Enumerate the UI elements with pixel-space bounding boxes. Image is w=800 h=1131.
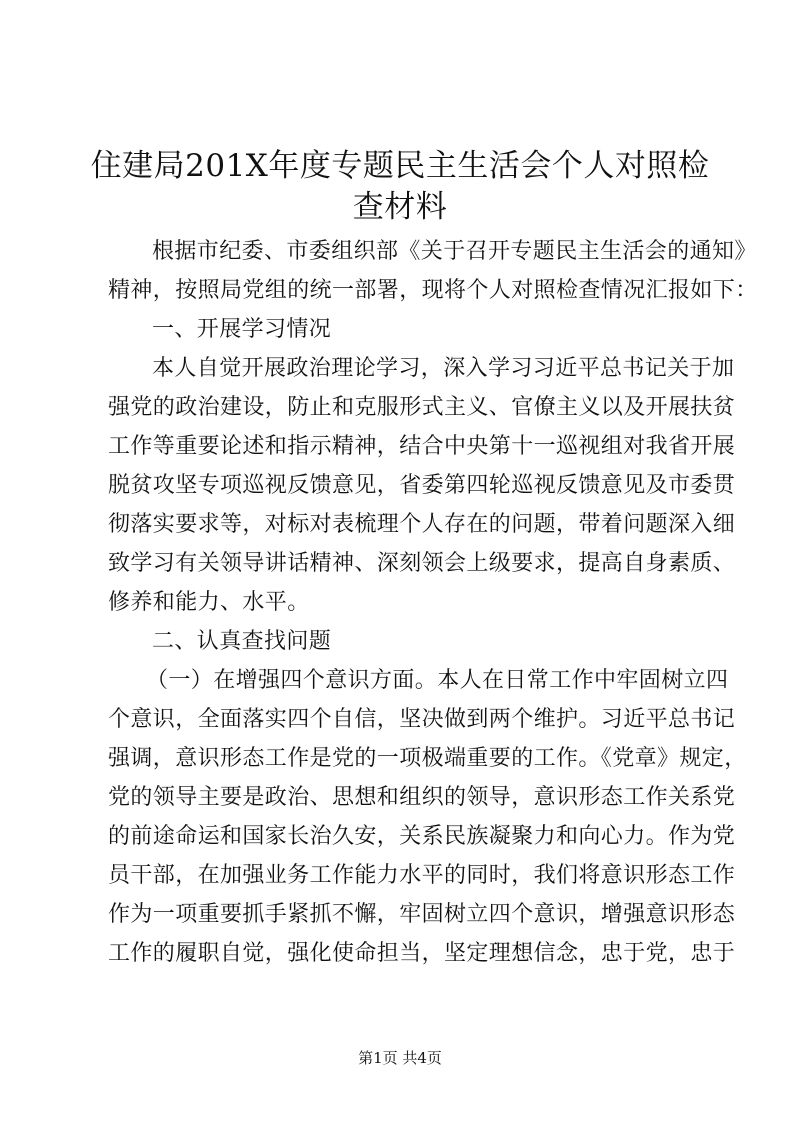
body-line: 的前途命运和国家长治久安，关系民族凝聚力和向心力。作为党 xyxy=(108,824,736,849)
body-line: 作为一项重要抓手紧抓不懈，牢固树立四个意识，增强意识形态 xyxy=(108,902,736,927)
body-line: 本人自觉开展政治理论学习，深入学习习近平总书记关于加 xyxy=(152,356,735,381)
document-title-line-1: 住建局201X年度专题民主生活会个人对照检 xyxy=(90,148,710,184)
body-line: 个意识，全面落实四个自信，坚决做到两个维护。习近平总书记 xyxy=(108,707,736,732)
body-line: 致学习有关领导讲话精神、深刻领会上级要求，提高自身素质、 xyxy=(108,551,736,576)
body-line: 工作等重要论述和指示精神，结合中央第十一巡视组对我省开展 xyxy=(108,434,736,459)
document-title-line-2: 查材料 xyxy=(352,189,448,225)
body-line: （一）在增强四个意识方面。本人在日常工作中牢固树立四 xyxy=(146,668,729,693)
body-line: 员干部，在加强业务工作能力水平的同时，我们将意识形态工作 xyxy=(108,863,736,888)
section-heading: 二、认真查找问题 xyxy=(152,629,332,654)
body-line: 工作的履职自觉，强化使命担当，坚定理想信念，忠于党，忠于 xyxy=(108,941,736,966)
body-line: 修养和能力、水平。 xyxy=(108,590,310,615)
body-line: 强党的政治建设，防止和克服形式主义、官僚主义以及开展扶贫 xyxy=(108,395,736,420)
page-number-footer: 第1页 共4页 xyxy=(358,1049,442,1067)
body-line: 彻落实要求等，对标对表梳理个人存在的问题，带着问题深入细 xyxy=(108,512,736,537)
body-line: 脱贫攻坚专项巡视反馈意见，省委第四轮巡视反馈意见及市委贯 xyxy=(108,473,736,498)
body-line: 根据市纪委、市委组织部《关于召开专题民主生活会的通知》 xyxy=(152,239,757,264)
body-line: 强调，意识形态工作是党的一项极端重要的工作。《党章》规定， xyxy=(108,746,747,771)
section-heading: 一、开展学习情况 xyxy=(152,317,332,342)
body-line: 党的领导主要是政治、思想和组织的领导，意识形态工作关系党 xyxy=(108,785,736,810)
body-line: 精神，按照局党组的统一部署，现将个人对照检查情况汇报如下： xyxy=(108,278,758,303)
